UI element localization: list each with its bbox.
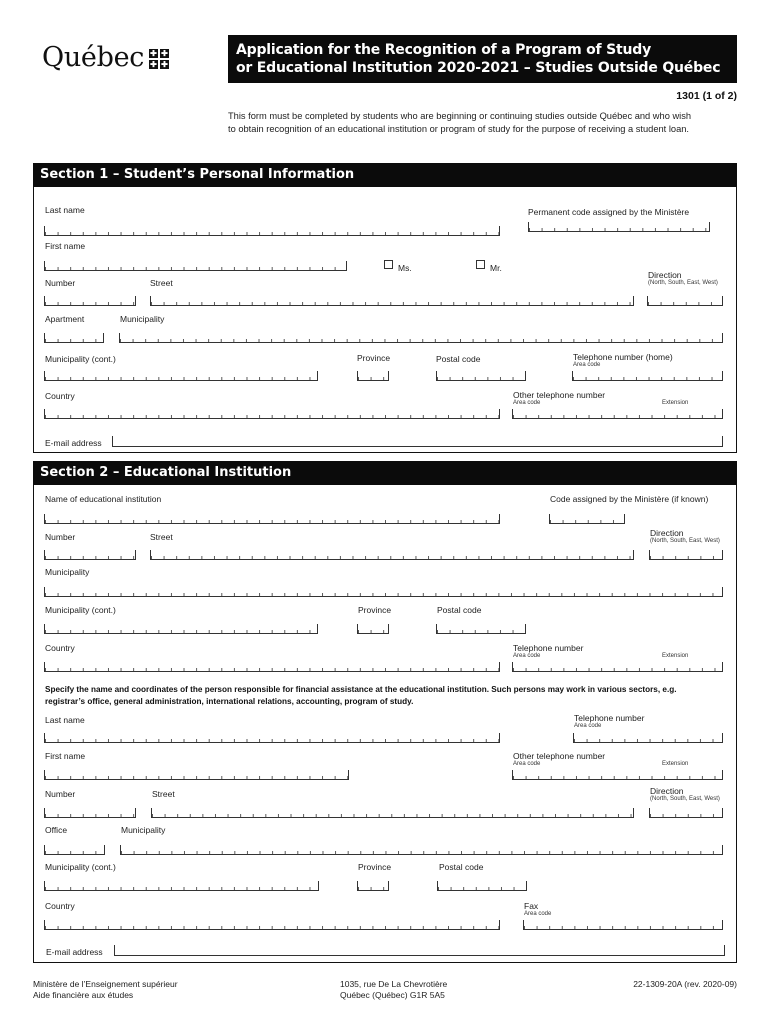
quebec-logo-text: Québec	[42, 42, 145, 73]
s2-street-field[interactable]	[150, 550, 634, 560]
s2-contact-direction-hint: (North, South, East, West)	[650, 796, 720, 802]
s2-contact-direction-field[interactable]	[649, 808, 723, 818]
s1-telephone-home-field[interactable]	[572, 371, 723, 381]
footer-ministry-line-2: Aide financière aux études	[33, 990, 134, 1000]
section-1-title: Section 1 – Student’s Personal Information	[33, 163, 737, 187]
s1-direction-label: Direction	[648, 270, 682, 280]
s1-ms-checkbox[interactable]	[384, 260, 393, 269]
s2-fax-label: Fax	[524, 901, 539, 911]
s2-email-label: E-mail address	[46, 947, 103, 957]
s1-first-name-label: First name	[45, 241, 86, 251]
s2-number-field[interactable]	[44, 550, 136, 560]
s2-contact-province-field[interactable]	[357, 881, 389, 891]
s1-postal-code-field[interactable]	[436, 371, 526, 381]
s2-contact-direction-label: Direction	[650, 786, 684, 796]
footer-address	[340, 979, 447, 1001]
s2-telephone-field[interactable]	[512, 662, 723, 672]
s1-email-field[interactable]	[112, 436, 723, 447]
s2-area-code-label: Area code	[513, 653, 541, 659]
s2-specify-line-2: registrar’s office, general administration, international relations, accounting, program of study.	[45, 697, 414, 706]
s2-province-label: Province	[358, 605, 392, 615]
s2-first-name-field[interactable]	[44, 770, 349, 780]
s2-contact-street-field[interactable]	[151, 808, 634, 818]
section-2-title: Section 2 – Educational Institution	[33, 461, 737, 485]
s2-contact-municipality-field[interactable]	[120, 845, 723, 855]
s2-telephone-label: Telephone number	[513, 643, 584, 653]
s2-street-label: Street	[150, 532, 173, 542]
s1-permanent-code-label: Permanent code assigned by the Ministère	[528, 207, 690, 217]
fleur-de-lis-flag-icon: ✚ ✚ ✚ ✚	[150, 48, 168, 69]
s1-postal-code-label: Postal code	[436, 354, 481, 364]
form-title	[228, 35, 737, 83]
s1-municipality-cont-field[interactable]	[44, 371, 318, 381]
s2-contact-area-code-label: Area code	[574, 723, 602, 729]
s1-province-label: Province	[357, 353, 391, 363]
s1-province-field[interactable]	[357, 371, 389, 381]
s1-other-telephone-field[interactable]	[512, 409, 723, 419]
s2-contact-number-field[interactable]	[44, 808, 136, 818]
intro-line-1: This form must be completed by students who are beginning or continuing studies outside Québec and who wish	[228, 111, 692, 121]
s1-extension-label: Extension	[662, 400, 689, 406]
s1-area-code-label: Area code	[573, 362, 601, 368]
s2-last-name-label: Last name	[45, 715, 85, 725]
s2-country-label: Country	[45, 643, 75, 653]
footer-address-line-1: 1035, rue De La Chevrotière	[340, 979, 448, 989]
footer-ministry-line-1: Ministère de l’Enseignement supérieur	[33, 979, 178, 989]
s2-direction-hint: (North, South, East, West)	[650, 538, 720, 544]
s2-contact-municipality-cont-field[interactable]	[44, 881, 319, 891]
s1-telephone-home-label: Telephone number (home)	[573, 352, 673, 362]
s1-mr-checkbox[interactable]	[476, 260, 485, 269]
s2-other-area-code-label: Area code	[513, 761, 541, 767]
s1-country-field[interactable]	[44, 409, 500, 419]
s1-permanent-code-field[interactable]	[528, 222, 710, 232]
s2-institution-code-field[interactable]	[549, 514, 625, 524]
s2-other-telephone-field[interactable]	[512, 770, 723, 780]
s2-country-field[interactable]	[44, 662, 500, 672]
s1-email-label: E-mail address	[45, 438, 102, 448]
s1-municipality-label: Municipality	[120, 314, 165, 324]
s2-direction-field[interactable]	[649, 550, 723, 560]
s1-other-area-code-label: Area code	[513, 400, 541, 406]
s1-last-name-field[interactable]	[44, 226, 500, 236]
s2-postal-code-label: Postal code	[437, 605, 482, 615]
footer-address-line-2: Québec (Québec) G1R 5A5	[340, 990, 445, 1000]
s2-municipality-cont-label: Municipality (cont.)	[45, 605, 116, 615]
s2-email-field[interactable]	[114, 945, 725, 956]
s2-municipality-cont-field[interactable]	[44, 624, 318, 634]
s2-fax-area-code-label: Area code	[524, 911, 552, 917]
title-line-1: Application for the Recognition of a Program of Study	[236, 42, 652, 58]
s2-province-field[interactable]	[357, 624, 389, 634]
s2-last-name-field[interactable]	[44, 733, 500, 743]
s2-specify-note	[45, 684, 735, 708]
s1-number-field[interactable]	[44, 296, 136, 306]
s2-other-telephone-label: Other telephone number	[513, 751, 606, 761]
s2-contact-country-field[interactable]	[44, 920, 500, 930]
footer-form-code: 22-1309-20A (rev. 2020-09)	[633, 979, 737, 989]
s2-contact-number-label: Number	[45, 789, 76, 799]
s2-number-label: Number	[45, 532, 76, 542]
s1-last-name-label: Last name	[45, 205, 85, 215]
s1-municipality-field[interactable]	[119, 333, 723, 343]
s2-contact-telephone-field[interactable]	[573, 733, 723, 743]
s2-contact-postal-code-field[interactable]	[437, 881, 527, 891]
s2-other-extension-label: Extension	[662, 761, 689, 767]
s1-direction-field[interactable]	[647, 296, 723, 306]
s2-extension-label: Extension	[662, 653, 689, 659]
s2-contact-municipality-cont-label: Municipality (cont.)	[45, 862, 116, 872]
title-line-2: or Educational Institution 2020-2021 – Studies Outside Québec	[236, 60, 721, 76]
s1-ms-label: Ms.	[398, 263, 412, 273]
s1-apartment-label: Apartment	[45, 314, 85, 324]
s2-direction-label: Direction	[650, 528, 684, 538]
s2-institution-code-label: Code assigned by the Ministère (if known)	[550, 494, 709, 504]
s1-country-label: Country	[45, 391, 75, 401]
s1-first-name-field[interactable]	[44, 261, 347, 271]
intro-text	[228, 110, 740, 135]
s1-street-field[interactable]	[150, 296, 634, 306]
s2-municipality-field[interactable]	[44, 587, 723, 597]
s2-postal-code-field[interactable]	[436, 624, 526, 634]
footer-ministry	[33, 979, 178, 1001]
s1-direction-hint: (North, South, East, West)	[648, 280, 718, 286]
s1-mr-label: Mr.	[490, 263, 502, 273]
s2-first-name-label: First name	[45, 751, 86, 761]
s1-street-label: Street	[150, 278, 173, 288]
s2-municipality-label: Municipality	[45, 567, 90, 577]
form-number: 1301 (1 of 2)	[676, 90, 737, 102]
s1-municipality-cont-label: Municipality (cont.)	[45, 354, 116, 364]
s2-contact-postal-code-label: Postal code	[439, 862, 484, 872]
s1-apartment-field[interactable]	[44, 333, 104, 343]
s2-contact-country-label: Country	[45, 901, 75, 911]
s2-institution-name-label: Name of educational institution	[45, 494, 162, 504]
s2-office-field[interactable]	[44, 845, 105, 855]
s2-contact-province-label: Province	[358, 862, 392, 872]
s1-number-label: Number	[45, 278, 76, 288]
s2-office-label: Office	[45, 825, 68, 835]
intro-line-2: to obtain recognition of an educational institution or program of study for the purpose of receiving a student loan.	[228, 123, 689, 134]
s1-other-telephone-label: Other telephone number	[513, 390, 606, 400]
s2-specify-line-1: Specify the name and coordinates of the person responsible for financial assistance at the educational institution. Such persons may work in various sectors, e.g.	[45, 685, 677, 694]
s2-institution-name-field[interactable]	[44, 514, 500, 524]
s2-contact-street-label: Street	[152, 789, 175, 799]
s2-contact-telephone-label: Telephone number	[574, 713, 645, 723]
s2-contact-municipality-label: Municipality	[121, 825, 166, 835]
s2-fax-field[interactable]	[523, 920, 723, 930]
